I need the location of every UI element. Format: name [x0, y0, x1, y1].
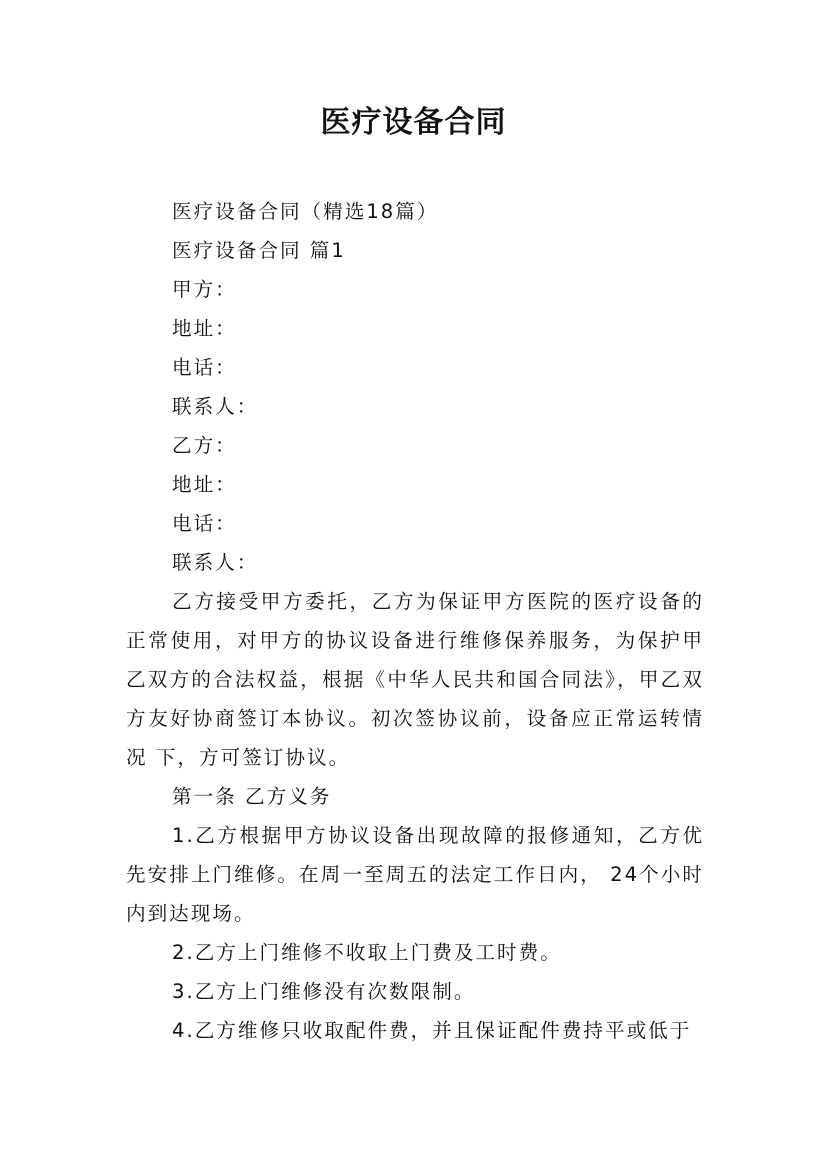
party-b-contact: 联系人： [172, 551, 259, 574]
party-a-label: 甲方： [172, 278, 237, 301]
party-a-phone: 电话： [172, 356, 237, 379]
party-b-phone: 电话： [172, 512, 237, 535]
clause-4: 4.乙方维修只收取配件费，并且保证配件费持平或低于 [172, 1019, 692, 1042]
clause-1: 1.乙方根据甲方协议设备出现故障的报修通知，乙方优先安排上门维修。在周一至周五的法定工作日内， 24个小时内到达现场。 [126, 824, 704, 925]
party-b-label: 乙方： [172, 434, 237, 457]
party-a-contact: 联系人： [172, 395, 259, 418]
document-body [126, 192, 704, 1050]
intro-paragraph: 乙方接受甲方委托，乙方为保证甲方医院的医疗设备的正常使用，对甲方的协议设备进行维修保养服务，为保护甲乙双方的合法权益，根据《中华人民共和国合同法》，甲乙双方友好协商签订本协议。初次签协议前，设备应正常运转情况 下，方可签订协议。 [126, 590, 704, 769]
article-one-heading: 第一条 乙方义务 [172, 785, 332, 808]
party-b-address: 地址： [172, 473, 237, 496]
document-subtitle: 医疗设备合同（精选18篇） [172, 200, 439, 223]
section-heading: 医疗设备合同 篇1 [172, 239, 346, 262]
party-a-address: 地址： [172, 317, 237, 340]
clause-2: 2.乙方上门维修不收取上门费及工时费。 [172, 941, 562, 964]
document-title: 医疗设备合同 [320, 105, 507, 140]
clause-3: 3.乙方上门维修没有次数限制。 [172, 980, 476, 1003]
